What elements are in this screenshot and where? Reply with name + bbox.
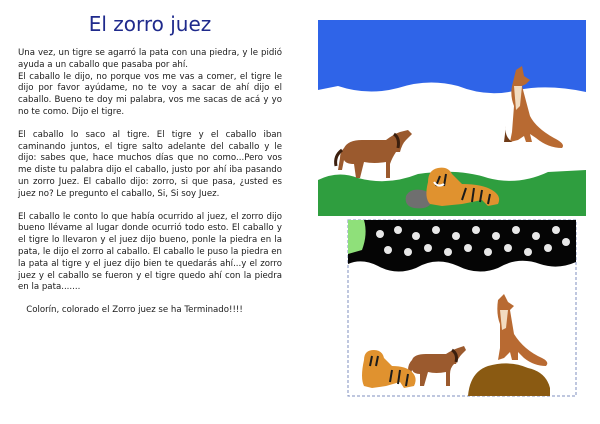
night-band [348, 220, 576, 272]
top-scene [318, 20, 586, 216]
sky-band [318, 20, 586, 93]
story-paragraph-4: Colorín, colorado el Zorro juez se ha Terminado!!!! [18, 305, 243, 316]
illustration-column [318, 20, 586, 400]
page-title: El zorro juez [88, 12, 212, 36]
story-paragraph-2: El caballo lo saco al tigre. El tigre y el caballo iban caminando juntos, el tigre salto adelante del caballo y le dijo: sabes que, hace muchos días que no como...Pero vos me diste tu palabra dijo el caballo, justo por ahí iba pasando un zorro Juez. El caballo dijo: zorro, si que pasa, ¿usted es juez no? Le pregunto el caballo, Si, Si soy Juez. [18, 129, 282, 199]
horse-icon [336, 130, 412, 178]
story-paragraph-3: El caballo le conto lo que había ocurrido al juez, el zorro dijo bueno llévame al lugar donde ocurrió todo esto. El caballo y el tigre lo llevaron y el juez dijo bueno, ponle la piedra en la pata, le dijo el zorro al caballo. El caballo le puso la piedra en la pata al tigre y el juez dijo bien te quedarás ahí...y el zorro juez y el caballo se fueron y el tigre quedo ahí con la piedra en la pata....... [18, 211, 282, 293]
story-column [18, 12, 282, 328]
bottom-scene [348, 220, 576, 396]
story-paragraph-1: Una vez, un tigre se agarró la pata con una piedra, y le pidió ayuda a un caballo que pasaba por ahí. El caballo le dijo, no porque vos me vas a comer, el tigre le dijo por favor ayúdame, no te voy a sacar de ahí dijo el caballo. Bueno te doy mi palabra, vos me sacas de acá y yo no te como. Dijo el tigre. [18, 48, 282, 117]
story-illustration [318, 20, 586, 400]
